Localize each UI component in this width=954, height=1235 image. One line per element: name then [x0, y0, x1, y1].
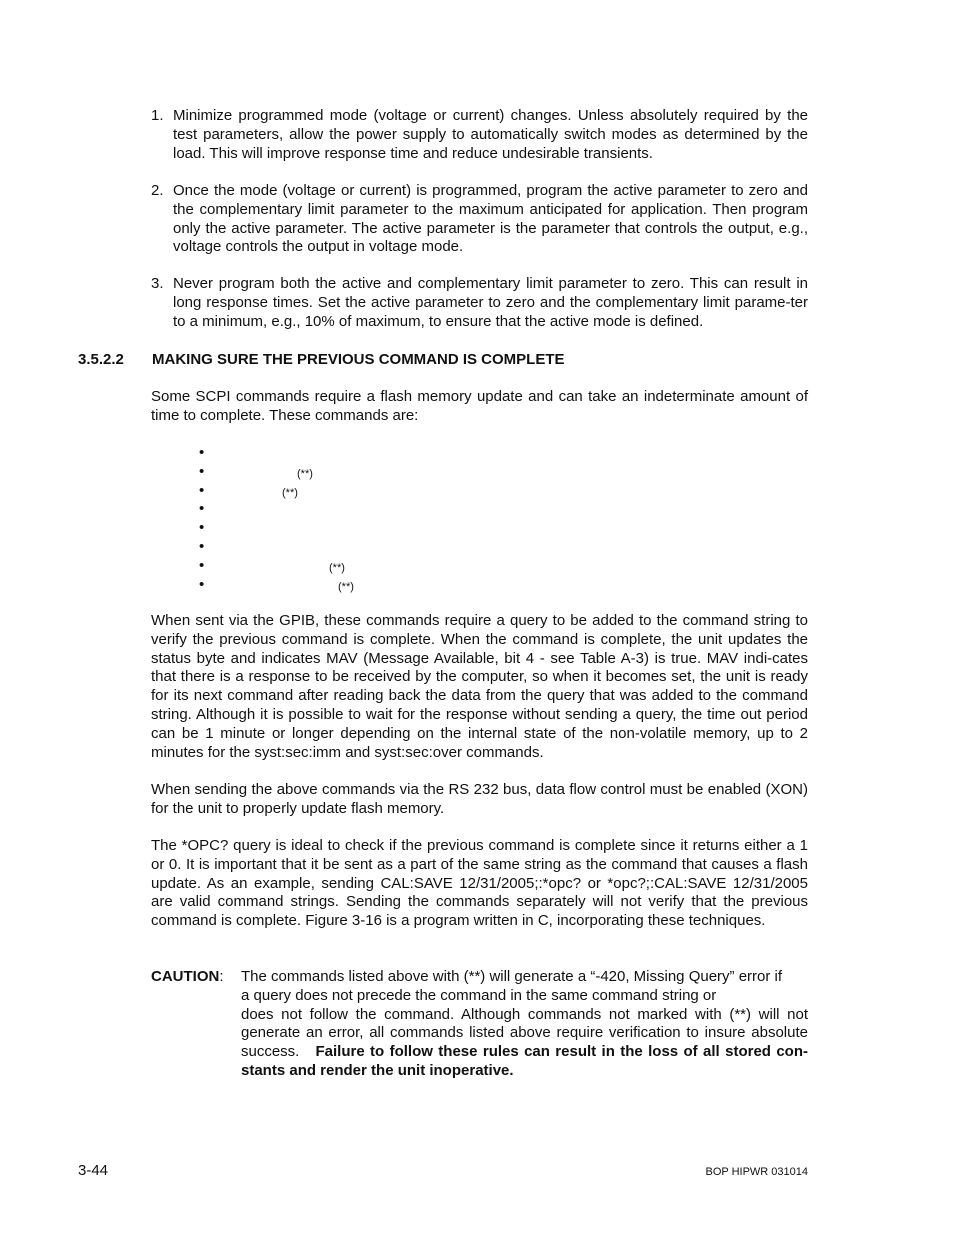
caution-colon: :: [219, 968, 224, 985]
bullet-mark: (**): [329, 561, 345, 574]
item-text: Once the mode (voltage or current) is programmed, program the active parameter to zero and the complementary limit parameter to the maximum anticipated for application. Then program only the active parameter. The active parameter is the parameter that controls the output, e.g., voltage controls the output in voltage mode.: [173, 182, 808, 256]
item-number: 2.: [151, 182, 164, 199]
numbered-item-3: [151, 275, 808, 331]
bullet-mark: (**): [338, 580, 354, 593]
caution-label-group: [151, 968, 224, 987]
gpib-paragraph: When sent via the GPIB, these commands require a query to be added to the command string to verify the previous command is complete. When the command is complete, the unit updates the status byte and indicates MAV (Message Available, bit 4 - see Table A-3) is true. MAV indi-cates that there is a response to be received by the computer, so when it becomes set, the unit is ready for its next command after reading back the data from the query that was added to the command string. Although it is possible to wait for the response without sending a query, the time out period can be 1 minute or longer depending on the internal state of the non-volatile memory, up to 2 minutes for the syst:sec:imm and syst:sec:over commands.: [151, 612, 808, 761]
item-text: Minimize programmed mode (voltage or current) changes. Unless absolutely required by the test parameters, allow the power supply to automatically switch modes as determined by the load. This will improve response time and reduce undesirable transients.: [173, 107, 808, 162]
caution-text: [241, 968, 808, 1081]
bullet-dot: •: [199, 519, 205, 537]
numbered-item-2: [151, 182, 808, 257]
bullet-dot: •: [199, 500, 205, 518]
item-number: 1.: [151, 107, 164, 124]
document-id: BOP HIPWR 031014: [705, 1166, 808, 1178]
section-title: MAKING SURE THE PREVIOUS COMMAND IS COMPLETE: [152, 351, 565, 368]
caution-bold-warning: Failure to follow these rules can result in the loss of all stored con-stants and render the unit inoperative.: [241, 1043, 808, 1079]
bullet-mark: (**): [297, 467, 313, 480]
caution-line-2: a query does not precede the command in the same command string or: [241, 986, 717, 1004]
bullet-mark: (**): [282, 486, 298, 499]
caution-line-3: does not follow the command. Although commands not marked with (**) will not generate an error, all commands listed above require verification to insure absolute success.: [241, 1005, 808, 1061]
caution-block: [151, 968, 808, 1081]
item-text: Never program both the active and complementary limit parameter to zero. This can result in long response times. Set the active parameter to zero and the complementary limit parame-ter to a minimum, e.g., 10% of maximum, to ensure that the active mode is defined.: [173, 275, 808, 330]
bullet-dot: •: [199, 444, 205, 461]
item-number: 3.: [151, 275, 164, 292]
bullet-dot: •: [199, 481, 205, 499]
rs232-paragraph: When sending the above commands via the RS 232 bus, data flow control must be enabled (XON) for the unit to properly update flash memory.: [151, 781, 808, 817]
caution-line-3-group: [241, 1006, 808, 1081]
caution-label: CAUTION: [151, 968, 220, 985]
bullet-dot: •: [199, 537, 205, 555]
numbered-item-1: [151, 107, 808, 163]
section-number: 3.5.2.2: [78, 351, 124, 368]
bullet-dot: •: [199, 462, 205, 480]
caution-line-1: The commands listed above with (**) will generate a “-420, Missing Query” error if: [241, 968, 783, 985]
page-number: 3-44: [78, 1162, 109, 1179]
bullet-dot: •: [199, 575, 205, 593]
bullet-dot: •: [199, 556, 205, 574]
intro-paragraph: Some SCPI commands require a flash memory update and can take an indeterminate amount of time to complete. These commands are:: [151, 388, 808, 424]
opc-paragraph: The *OPC? query is ideal to check if the previous command is complete since it returns either a 1 or 0. It is important that it be sent as a part of the same string as the command that causes a flash update. As an example, sending CAL:SAVE 12/31/2005;:*opc? or *opc?;:CAL:SAVE 12/31/2005 are valid command strings. Sending the commands separately will not verify that the previous command is complete. Figure 3-16 is a program written in C, incorporating these techniques.: [151, 837, 808, 930]
